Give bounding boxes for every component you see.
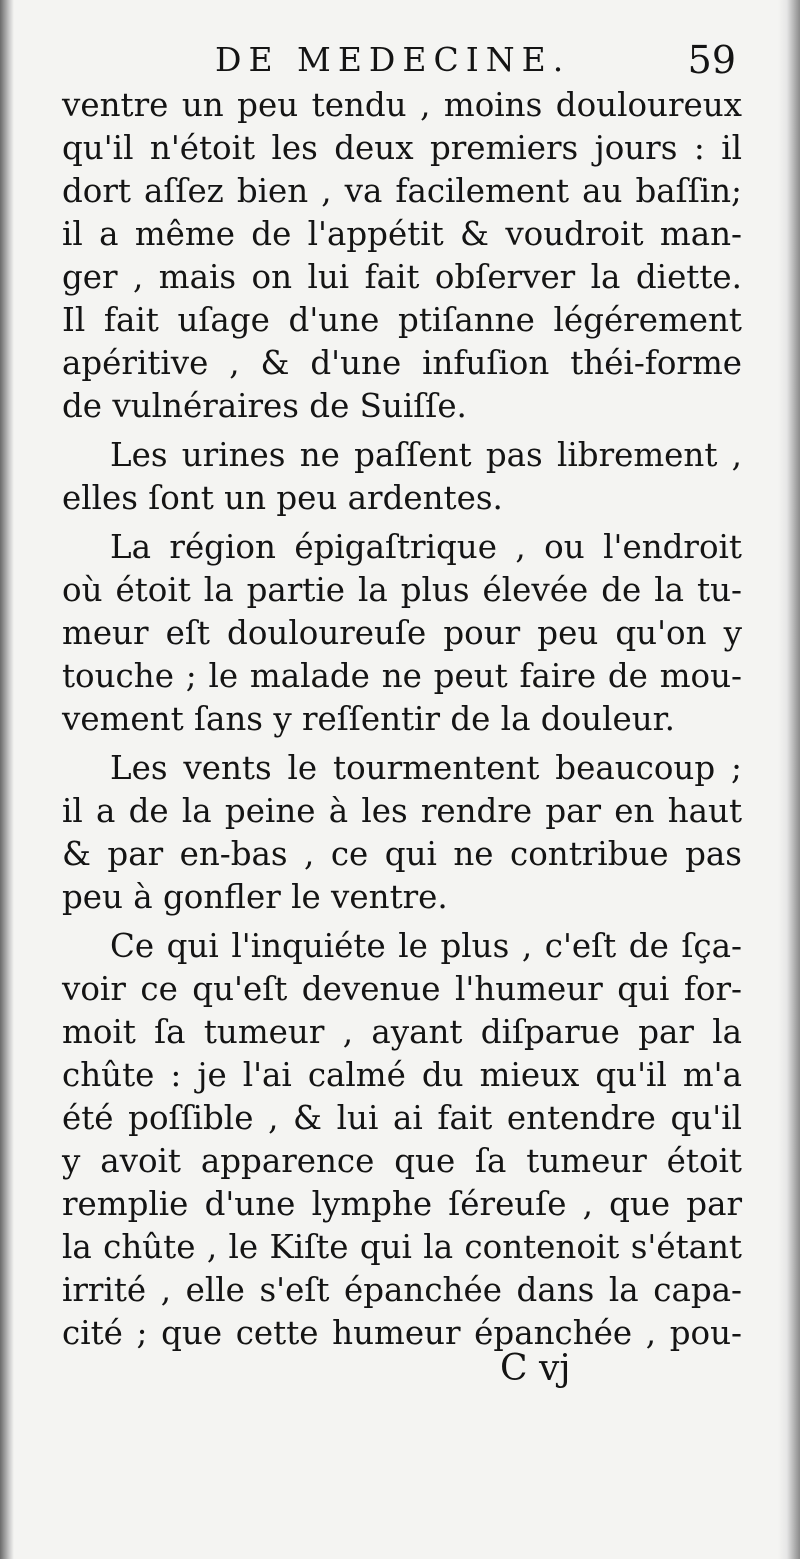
text-line: moit ſa tumeur , ayant diſparue par la	[62, 1013, 742, 1051]
text-line: de vulnéraires de Suiſſe.	[62, 387, 467, 425]
text-line: dort aſſez bien , va facilement au baſſin;	[62, 172, 742, 210]
text-line: La région épigaſtrique , ou l'endroit	[110, 528, 742, 566]
text-line: meur eſt douloureuſe pour peu qu'on y	[62, 614, 742, 652]
text-line: Les vents le tourmentent beaucoup ;	[110, 749, 742, 787]
text-line: vement ſans y reſſentir de la douleur.	[62, 700, 675, 738]
text-line: voir ce qu'eſt devenue l'humeur qui for-	[62, 970, 742, 1008]
text-line: Ce qui l'inquiéte le plus , c'eſt de ſça-	[110, 927, 742, 965]
text-line: la chûte , le Kiſte qui la contenoit s'étant	[62, 1228, 742, 1266]
signature-mark: C vj	[500, 1348, 571, 1389]
text-line: apéritive , & d'une infuſion théi-forme	[62, 344, 742, 382]
page-edge-shadow-left	[0, 0, 14, 1559]
page-edge-shadow-right	[778, 0, 800, 1559]
text-line: chûte : je l'ai calmé du mieux qu'il m'a	[62, 1056, 742, 1094]
text-line: ventre un peu tendu , moins douloureux	[62, 86, 742, 124]
text-line: cité ; que cette humeur épanchée , pou-	[62, 1314, 742, 1352]
text-line: été poſſible , & lui ai fait entendre qu'il	[62, 1099, 742, 1137]
text-line: peu à gonfler le ventre.	[62, 878, 448, 916]
page-number: 59	[687, 38, 736, 82]
page-header	[60, 38, 740, 88]
text-line: irrité , elle s'eſt épanchée dans la capa-	[62, 1271, 742, 1309]
text-line: & par en-bas , ce qui ne contribue pas	[62, 835, 742, 873]
text-line: il a même de l'appétit & voudroit man-	[62, 215, 742, 253]
text-line: remplie d'une lymphe ſéreuſe , que par	[62, 1185, 742, 1223]
text-line: Il fait uſage d'une ptiſanne légérement	[62, 301, 742, 339]
running-head: DE MEDECINE.	[215, 40, 571, 79]
body-text	[62, 84, 742, 1355]
text-line: il a de la peine à les rendre par en haut	[62, 792, 742, 830]
text-line: ger , mais on lui fait obſerver la diette.	[62, 258, 742, 296]
text-line: où étoit la partie la plus élevée de la tu-	[62, 571, 742, 609]
text-line: qu'il n'étoit les deux premiers jours : il	[62, 129, 742, 167]
text-line: Les urines ne paſſent pas librement ,	[110, 436, 742, 474]
text-line: y avoit apparence que ſa tumeur étoit	[62, 1142, 742, 1180]
text-line: elles ſont un peu ardentes.	[62, 479, 503, 517]
text-line: touche ; le malade ne peut faire de mou-	[62, 657, 742, 695]
